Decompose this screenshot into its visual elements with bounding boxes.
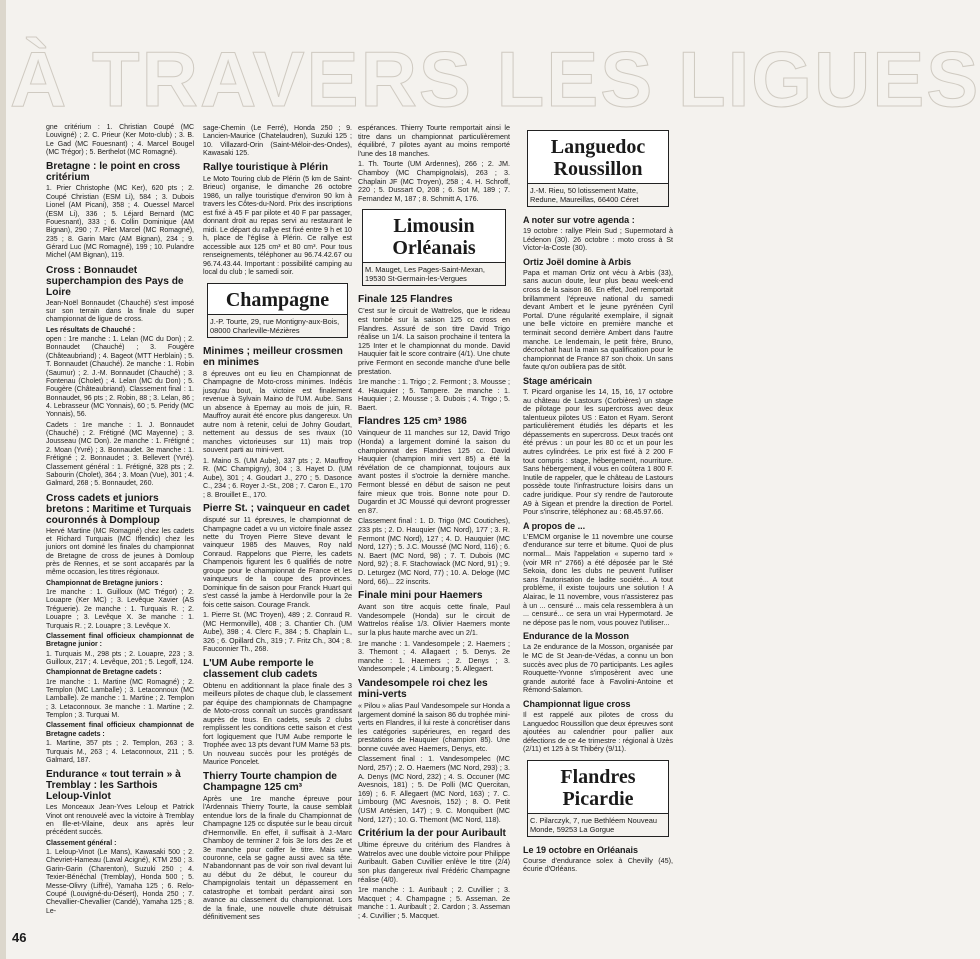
article-heading: Thierry Tourte champion de Champagne 125 cm³	[203, 770, 337, 793]
league-box-champagne	[207, 283, 348, 338]
article-heading: Flandres 125 cm³ 1986	[358, 416, 467, 428]
article-text: Classement final : 1. D. Trigo (MC Coutiches), 233 pts ; 2. D. Hauquier (MC Nord), 177 ; 3. R. Fermont (MC Nord), 127 ; 4. D. Hauquier (MC Nord, 127) ; 5. J.C. Moussé (MC Nord, 116) ; 6. N. Baert (MC Nord, 98) ; 7. T. Dubois (MC Nord, 92) ; 8. F. Stachowiack (MC Nord, 91) ; 9. D. Leturgez (MC Nord, 77) ; 10. A. Deloge (MC Nord, 66)... 22 inscrits.	[358, 516, 510, 586]
article-text: L'EMCM organise le 11 novembre une course d'endurance sur terre et bitume. Quoi de plus normal... Mais l'appelation « superno tard » (voir MR n° 2766) a été déposée par le Sté Sekoia, donc les clubs ne peuvent l'utiliser sans l'autorisation de ladite société... A tout problème, il existe toujours une solution ! A Alairac, le 11 novembre, vous n'assisterez pas à un ... censuré ... mais cela ressemblera à un ... censuré... ce sera un vrai Hypermotard. Je ne dépose pas le nom, vous pouvez l'utiliser...	[523, 531, 673, 627]
league-box-address: J.-P. Tourte, 29, rue Montigny-aux-Bois, 08000 Charleville-Mézières	[208, 314, 347, 337]
page-number: 46	[12, 930, 27, 945]
article-heading: Cross : Bonnaudet superchampion des Pays de Loire	[46, 264, 184, 298]
article-text: Le Moto Touring club de Plérin (5 km de Saint-Brieuc) organise, le dimanche 26 octobre 1986, un rallye touristique d'environ 90 km à travers les Côtes-du-Nord. Prix des inscriptions est fixé à 45 F par pilote et 40 F par passager, donnant droit au repas servi au restaurant le midi. Le départ du rallye est fixé entre 9 h et 10 h, place de l'église à Plérin. Ce rallye est accessible aux 125 cm³ et 80 cm³. Pour tous renseignements, téléphoner au 96.74.42.67 ou 96.74.43.44. Important : possibilité camping au local du club ; le samedi soir.	[203, 174, 352, 277]
article-heading: A propos de ...	[523, 520, 586, 531]
article-text: gne critérium : 1. Christian Coupé (MC Louvigné) ; 2. C. Prieur (Ker Moto-club) ; 3. B. Le Gad (MC Fouesnant) ; 4. Marcel Bougel (MC Trégor) ; 5. Berthelot (MC Romagné).	[46, 124, 194, 157]
league-box-languedoc	[527, 130, 669, 207]
article-subheading: Classement final officieux championnat de Bretagne junior :	[46, 632, 194, 649]
article-text: 1. Turquais M., 298 pts ; 2. Louapre, 223 ; 3. Guilloux, 217 ; 4. Levêque, 201 ; 5. Legoff, 124.	[46, 650, 194, 666]
article-text: Jean-Noël Bonnaudet (Chauché) s'est imposé sur son terrain dans la finale du super championnat de ligue de cross.	[46, 299, 194, 324]
league-box-flandres	[527, 760, 669, 837]
article-heading: Minimes ; meilleur crossmen en minimes	[203, 345, 343, 368]
article-text: Les Monceaux Jean-Yves Leloup et Patrick Vinot ont renouvelé avec la victoire à Tremblay en Ille-et-Vilaine, deux ans après leur précédent succès.	[46, 804, 194, 837]
article-text: disputé sur 11 épreuves, le championnat de Champagne cadet a vu un victoire finale assez nette du Troyen Pierre Steve devant le vainqueur 1985 des Mauves, Roy nald Conraud. Rappelons que Pierre, les cadets Champenois figurent les 6 qualifiés de notre groupe pour le championnat de France et les vainqueurs de la coupe des provinces. Dominique fin de saison pour Franck Huart qui s'est cassé la jambe à Herdonville pour la 2e fois cette saison. Courage Franck.	[203, 516, 352, 609]
article-text: C'est sur le circuit de Wattrelos, que le rideau est tombé sur la saison 125 cc cross en Flandres. Assuré de son titre David Trigo réalise un 1/4. La saison prochaine il tentera la 125 Inter et le championnat du monde. David Hauquier fait le score contraire (4/1). Une chute prive Fermont en seconde manche d'une belle prestation.	[358, 306, 510, 376]
article-heading: Finale 125 Flandres	[358, 294, 453, 306]
header-banner	[0, 0, 980, 123]
banner-title: À TRAVERS LES LIGUES	[10, 35, 980, 123]
article-heading: Rallye touristique à Plérin	[203, 161, 329, 173]
league-box-address: J.-M. Rieu, 50 lotissement Matte, Redune, Maureillas, 66400 Céret	[528, 183, 668, 206]
article-text: Cadets : 1re manche : 1. J. Bonnaudet (Chauché) ; 2. Frétigné (MC Mayenne) ; 3. Jousseau (MC Don). 2e manche : 1. Frétigné ; 2. Moan (Yvré) ; 3. Bonnaudet. 3e manche : 1. Frétigné ; 2. Bonnaudet ; 3. Bellevert (Yvré). Classement général : 1. Frétigné, 328 pts ; 2. Sabourin (Cholet), 364 ; 3. Moan (Vue), 301 ; 4. Galmard, 268 ; 5. Bonnaudet, 260.	[46, 421, 194, 488]
article-text: 19 octobre : rallye Plein Sud ; Supermotard à Lédenon (30). 26 octobre : moto cross à St Victor-la-Coste (30).	[523, 226, 673, 253]
article-text: La 2e endurance de la Mosson, organisée par le MC de St Jean-de-Védas, a connu un bon succès avec plus de 70 participants. Les agiles Rouquette-Yvonne s'imposèrent avec une grande autorité face à Favolini-Antoine et Rémond-Salamon.	[523, 642, 673, 695]
article-heading: Vandesompele roi chez les mini-verts	[358, 677, 488, 700]
article-text: 1. Prier Christophe (MC Ker), 620 pts ; 2. Coupé Christian (ESM Li), 584 ; 3. Dubois Lionel (AM Picani), 358 ; 4. Ouessel Marcel (ESM Li), 336 ; 5. Léjard Bernard (MC Fouesnant), 333 ; 6. Collin Dominique (AM Bignan), 290 ; 7. Pilet Marcel (MC Romagné), 235 ; 8. Garin Marc (AM Bignan), 234 ; 9. Gérard Luc (MC Romagné), 199 ; 10. Pulandre Michel (AM Bignan), 119.	[46, 185, 194, 260]
article-text: 1re manche : 1. Guilloux (MC Trégor) ; 2. Louapre (Ker MC) ; 3. Levêque Xavier (AS Tréguerie). 2e manche : 1. Turquais R. ; 2. Louapre ; 3. Levêque X. 3e manche : 1. Turquais R. ; 2. Louapre ; 3. Levêque X.	[46, 589, 194, 630]
article-text: Classement final : 1. Vandesompelec (MC Nord, 257) ; 2. O. Haemers (MC Nord, 293) ; 3. A. Denys (MC Nord, 232) ; 4. S. Occuner (MC Avesnois, 181) ; 5. De Polli (MC Quercitan, 169) ; 6. F. Allegaert (MC Nord, 163) ; 7. C. Limbourg (MC Avesnois, 152) ; 8. O. Petit (USM Artésien, 147) ; 9. C. Monquibert (MC Nord, 127) ; 10. G. Themont (MC Nord, 118).	[358, 754, 510, 824]
league-box-title: Champagne	[225, 288, 330, 311]
article-text: 1re manche : 1. Trigo ; 2. Fermont ; 3. Mousse ; 4. Hauquier ; 5. Tampere. 2e manche : 1. Hauquier ; 2. Mousse ; 3. Dubois ; 4. Trigo ; 5. Baert.	[358, 377, 510, 412]
article-text: open : 1re manche : 1. Lelan (MC du Don) ; 2. Bonnaudet (Chauché) ; 3. Fougère (Châteaubriand) ; 4. Bageot (MTT Herblain) ; 5. T. Bonnaudet (Chauché). 2e manche : 1. Robin (Saumur) ; 2. J.-M. Bonnaudet (Chauché) ; 3. Fontenau (Cholet) ; 4. Lelan (MC du Don) ; 5. Fougère (Châteaubriand). Classement final : 1. Bonnaudet, 96 pts ; 2. Robin, 88 ; 3. Lelan, 86 ; 4. Lebrasseur (MC Yonnais), 60 ; 5. Peridy (MC Yonnais), 56.	[46, 336, 194, 419]
league-box-title: Languedoc Roussillon	[550, 136, 646, 180]
article-text: Avant son titre acquis cette finale, Paul Vandesompele (Honda) sur le circuit de Wattrelos réalise 1/3. Olivier Haemers monte sur la plus haute marche avec un 2/1.	[358, 602, 510, 637]
article-subheading: Les résultats de Chauché :	[46, 326, 136, 334]
article-text: 1. Leloup-Vinot (Le Mans), Kawasaki 500 ; 2. Chevriet-Hameau (Laval Acigné), KTM 250 ; 3. Garin-Garin (Charenton), Suzuki 250 ; 4. Texier-Bénéchal (Tremblay), Honda 500 ; 5. Messe-Olivry (Liffré), Yamaha 125 ; 6. Relo-Coupé (Louvigné-du-Désert), Honda 250 ; 7. Chevallier-Chevallier (Candé), Yamaha 125 ; 8. Le-	[46, 849, 194, 915]
article-subheading: Championnat de Bretagne cadets :	[46, 669, 162, 677]
article-heading: Finale mini pour Haemers	[358, 590, 483, 602]
article-text: 1re manche : 1. Martine (MC Romagné) ; 2. Templon (MC Lamballe) ; 3. Letaconnoux (MC Lamballe). 2e manche : 1. Martine ; 2. Templon ; 3. Letaconnoux. 3e manche : 1. Martine ; 2. Templon ; 3. Turquai M.	[46, 678, 194, 720]
column-4	[523, 124, 673, 876]
article-text: 1re manche : 1. Vandesompele ; 2. Haemers ; 3. Themont ; 4. Allagaert ; 5. Denys. 2e manche : 1. Haemers ; 2. Denys ; 3. Vandesompele ; 4. Limbourg ; 5. Allegaert.	[358, 638, 510, 674]
article-text: T. Picard organise les 14, 15, 16, 17 octobre au château de Lastours (Corbières) un stage de pilotage pour les supercross avec deux talentueux pilotes US : Eaton et Ryam. Seront particulièrement étudiés les départs et les dépassements en supercross. Deux tracés ont été prévus : un pour les 80 cc et un pour les autres cylindrées. Le prix est fixé à 2 200 F tout compris : stage, hébergement, nourriture. Sans hébergement, il vous en coûtera 1 800 F. Inutile de rappeler, que le château de Lastours possède toute l'infrastructure loisirs dans un cadre juridique. Pour s'y rendre de l'autoroute A9 à Sigean et prendre la direction de Portel. Pour s'inscrire, téléphonez au : 68.45.97.66.	[523, 386, 673, 517]
article-text: Il est rappelé aux pilotes de cross du Languedoc Roussillon que deux épreuves sont ajoutées au calendrier pour pallier aux défections de ce 4e trimestre : régional à Uzès (2/11) et 125 à St Thibéry (9/11).	[523, 709, 673, 754]
article-text: 1. Martine, 357 pts ; 2. Templon, 263 ; 3. Turquais M., 263 ; 4. Letaconnoux, 211 ; 5. Galmard, 187.	[46, 740, 194, 764]
article-text: 1. Th. Tourte (UM Ardennes), 266 ; 2. JM. Chamboy (MC Champignolais), 263 ; 3. Chaplain JF (MC Troyen), 258 ; 4. H. Schroff, 220 ; 5. Dussart O, 208 ; 6. Sot M, 189 ; 7. Fernandez M, 187 ; 8. Schmitt A, 176.	[358, 159, 510, 203]
article-heading: Stage américain	[523, 375, 593, 386]
article-text: Ultime épreuve du critérium des Flandres à Watrelos avec une double victoire pour Philippe Auribault. Gaben Cuvillier enlève le titre (2/4) son plus dangereux rival Frédéric Champagne réalise (4/0).	[358, 840, 510, 884]
article-text: 1re manche : 1. Auribault ; 2. Cuvillier ; 3. Macquet ; 4. Champagne ; 5. Asseman. 2e manche : 1. Auribault ; 2. Cardon ; 3. Asseman ; 4. Cuvillier ; 5. Macquet.	[358, 885, 510, 920]
article-text: sage-Chemin (Le Ferré), Honda 250 ; 9. Lancien-Maurice (Chatelaudren), Suzuki 125 ; 10. Villazard-Orin (Saint-Méloir-des-Ondes), Kawasaki 125.	[203, 124, 352, 158]
article-text: 8 épreuves ont eu lieu en Championnat de Champagne de Moto-cross minimes. Indécis jusqu'au bout, la victoire est finalement revenue à Sylvain Maino de l'UM. Aube. Sans un absence à Epernay au mois de juin, R. Mauffroy aurait été encore plus dangereux. Un autre nom à retenir, celui de Johny Goudart, nettement au dessus de ses rivaux (10 manches victorieuses sur 11) mais trop souvent parti au mini-vert.	[203, 369, 352, 455]
article-heading: Championnat ligue cross	[523, 698, 631, 709]
article-heading: Ortiz Joël domine à Arbis	[523, 256, 632, 267]
article-subheading: Classement final officieux championnat de Bretagne cadets :	[46, 722, 194, 738]
page-edge	[0, 0, 6, 959]
article-heading: Le 19 octobre en Orléanais	[523, 844, 639, 855]
article-heading: Critérium la der pour Auribault	[358, 828, 506, 840]
article-heading: Endurance « tout terrain » à Tremblay : les Sarthois Leloup-Vinlot	[46, 769, 181, 803]
article-heading: Bretagne : le point en cross critérium	[46, 161, 181, 184]
article-text: Papa et maman Ortiz ont vécu à Arbis (33), sans aucun doute, leur plus beau week-end cross de la saison 86. En effet, Joël remportait brillamment l'épreuve national du samedi devant Ambert et le jeune pyrénéen Cyril Portal. D'une régularité exemplaire, il signait une belle victoire en première manche et terminait second derrière Ambert dans l'autre manche. Le lendemain, le petit frère, Bruno, décrochait haut la main sa qualification pour le championnat de France 87 son choix. Un sans faute qu'on oubliera pas de sitôt.	[523, 267, 673, 372]
article-heading: Cross cadets et juniors bretons : Maritime et Turquais couronnés à Domploup	[46, 492, 192, 526]
article-subheading: Championnat de Bretagne juniors :	[46, 579, 163, 587]
article-text: espérances. Thierry Tourte remportait ainsi le titre dans un championnat particulièrement équilibré, 7 pilotes ayant au moins remporté l'une des 18 manches.	[358, 123, 510, 158]
league-box-address: M. Mauget, Les Pages-Saint-Mexan, 19530 St-Germain-les-Vergues	[363, 262, 505, 285]
league-box-limousin	[362, 209, 506, 286]
article-text: Après une 1re manche épreuve pour l'Ardennais Thierry Tourte, la cause semblait entendue lors de la finale du Championnat de Champagne 125 cc disputée sur le beau circuit d'Hermonville. En effet, il suffisait à J.-Marc Chamboy de terminer 2 fois 3e lors des 2e et 3e manche pour coiffer le titre. Mais une couronne, cela se gagne aussi avec sa tête. N'abandonnant pas de voir son rival devant lui au début du 2e début, le coureur du Champignolais tentait un dépassement en catastrophe et tombait perdant ainsi son avance au classement du championnat. Lors de la finale, une nouvelle chute détruisait définitivement ses	[203, 794, 352, 922]
league-box-address: C. Pilarczyk, 7, rue Bethléem Nouveau Monde, 59253 La Gorgue	[528, 813, 668, 836]
article-text: Vainqueur de 11 manches sur 12, David Trigo (Honda) a largement dominé la saison du championnat des Flandres 125 cc. David Hauquier (champion mini vert 85) a été la révélation de ce championnat, toujours aux avant postes il s'octroie la dernière manche. Fermont blessé en début de saison ne peut faire mieux que trois. Bonne note pour D. Dugardin et JC Moussé qui devront progresser en 87.	[358, 428, 510, 515]
article-text: Obtenu en additionnant la place finale des 3 meilleurs pilotes de chaque club, le classement par équipe des championnats de Champagne de Moto-cross connaît un succès grandissant auprès de tous. En cadets, seuls 2 clubs remplissent les conditions cette saison et c'est fort logiquement que l'UM Aube remporte le Trophée avec 13 pts devant l'UM Marne 53 pts. Un nouveau succès pour les protégés de Maurice Poncelet.	[203, 681, 352, 767]
article-text: 1. Pierre St. (MC Troyen), 489 ; 2. Conraud R. (MC Hermonville), 408 ; 3. Chantier Ch. (UM Aube), 398 ; 4. Clerc F., 384 ; 5. Chaplain L., 326 ; 6. Opillard Ch., 319 ; 7. Fritz Ch., 304 ; 8. Fauconnier Th., 268.	[203, 611, 352, 654]
article-text: Hervé Martine (MC Romagné) chez les cadets et Richard Turquais (MC Iffendic) chez les juniors ont dominé les finales du championnat de Bretagne de cross de jeunes à Domloup près de Rennes, et se sont accaparés par la même occasion, les titres régionaux.	[46, 527, 194, 577]
column-3	[358, 124, 510, 923]
article-text: Course d'endurance solex à Chevilly (45), écurie d'Orléans.	[523, 855, 673, 874]
league-box-title: Limousin Orléanais	[392, 215, 476, 260]
article-heading: Pierre St. ; vainqueur en cadet	[203, 503, 350, 515]
article-subheading: Classement général :	[46, 839, 117, 847]
article-text: 1. Maino S. (UM Aube), 337 pts ; 2. Mauffroy R. (MC Champigny), 304 ; 3. Hayet D. (UM Aube), 301 ; 4. Goudart J., 270 ; 5. Dasonce C., 234 ; 6. Royer J.-St., 208 ; 7. Caron E., 170 ; 8. Brouillet E., 170.	[203, 456, 352, 499]
article-heading: A noter sur votre agenda :	[523, 215, 635, 225]
article-heading: L'UM Aube remporte le classement club cadets	[203, 657, 318, 680]
article-text: « Pilou » alias Paul Vandesompele sur Honda a largement dominé la saison 86 du trophée mini-verts en Flandres, il lui reste à concrétiser dans les catégories supérieures, en regard des prestations de Hauquier (champion 85). Une bonne cuvée avec Haemers, Denys, etc.	[358, 700, 510, 753]
column-2	[203, 124, 352, 924]
article-heading: Endurance de la Mosson	[523, 631, 630, 642]
league-box-title: Flandres Picardie	[560, 765, 636, 810]
column-1	[46, 124, 194, 918]
